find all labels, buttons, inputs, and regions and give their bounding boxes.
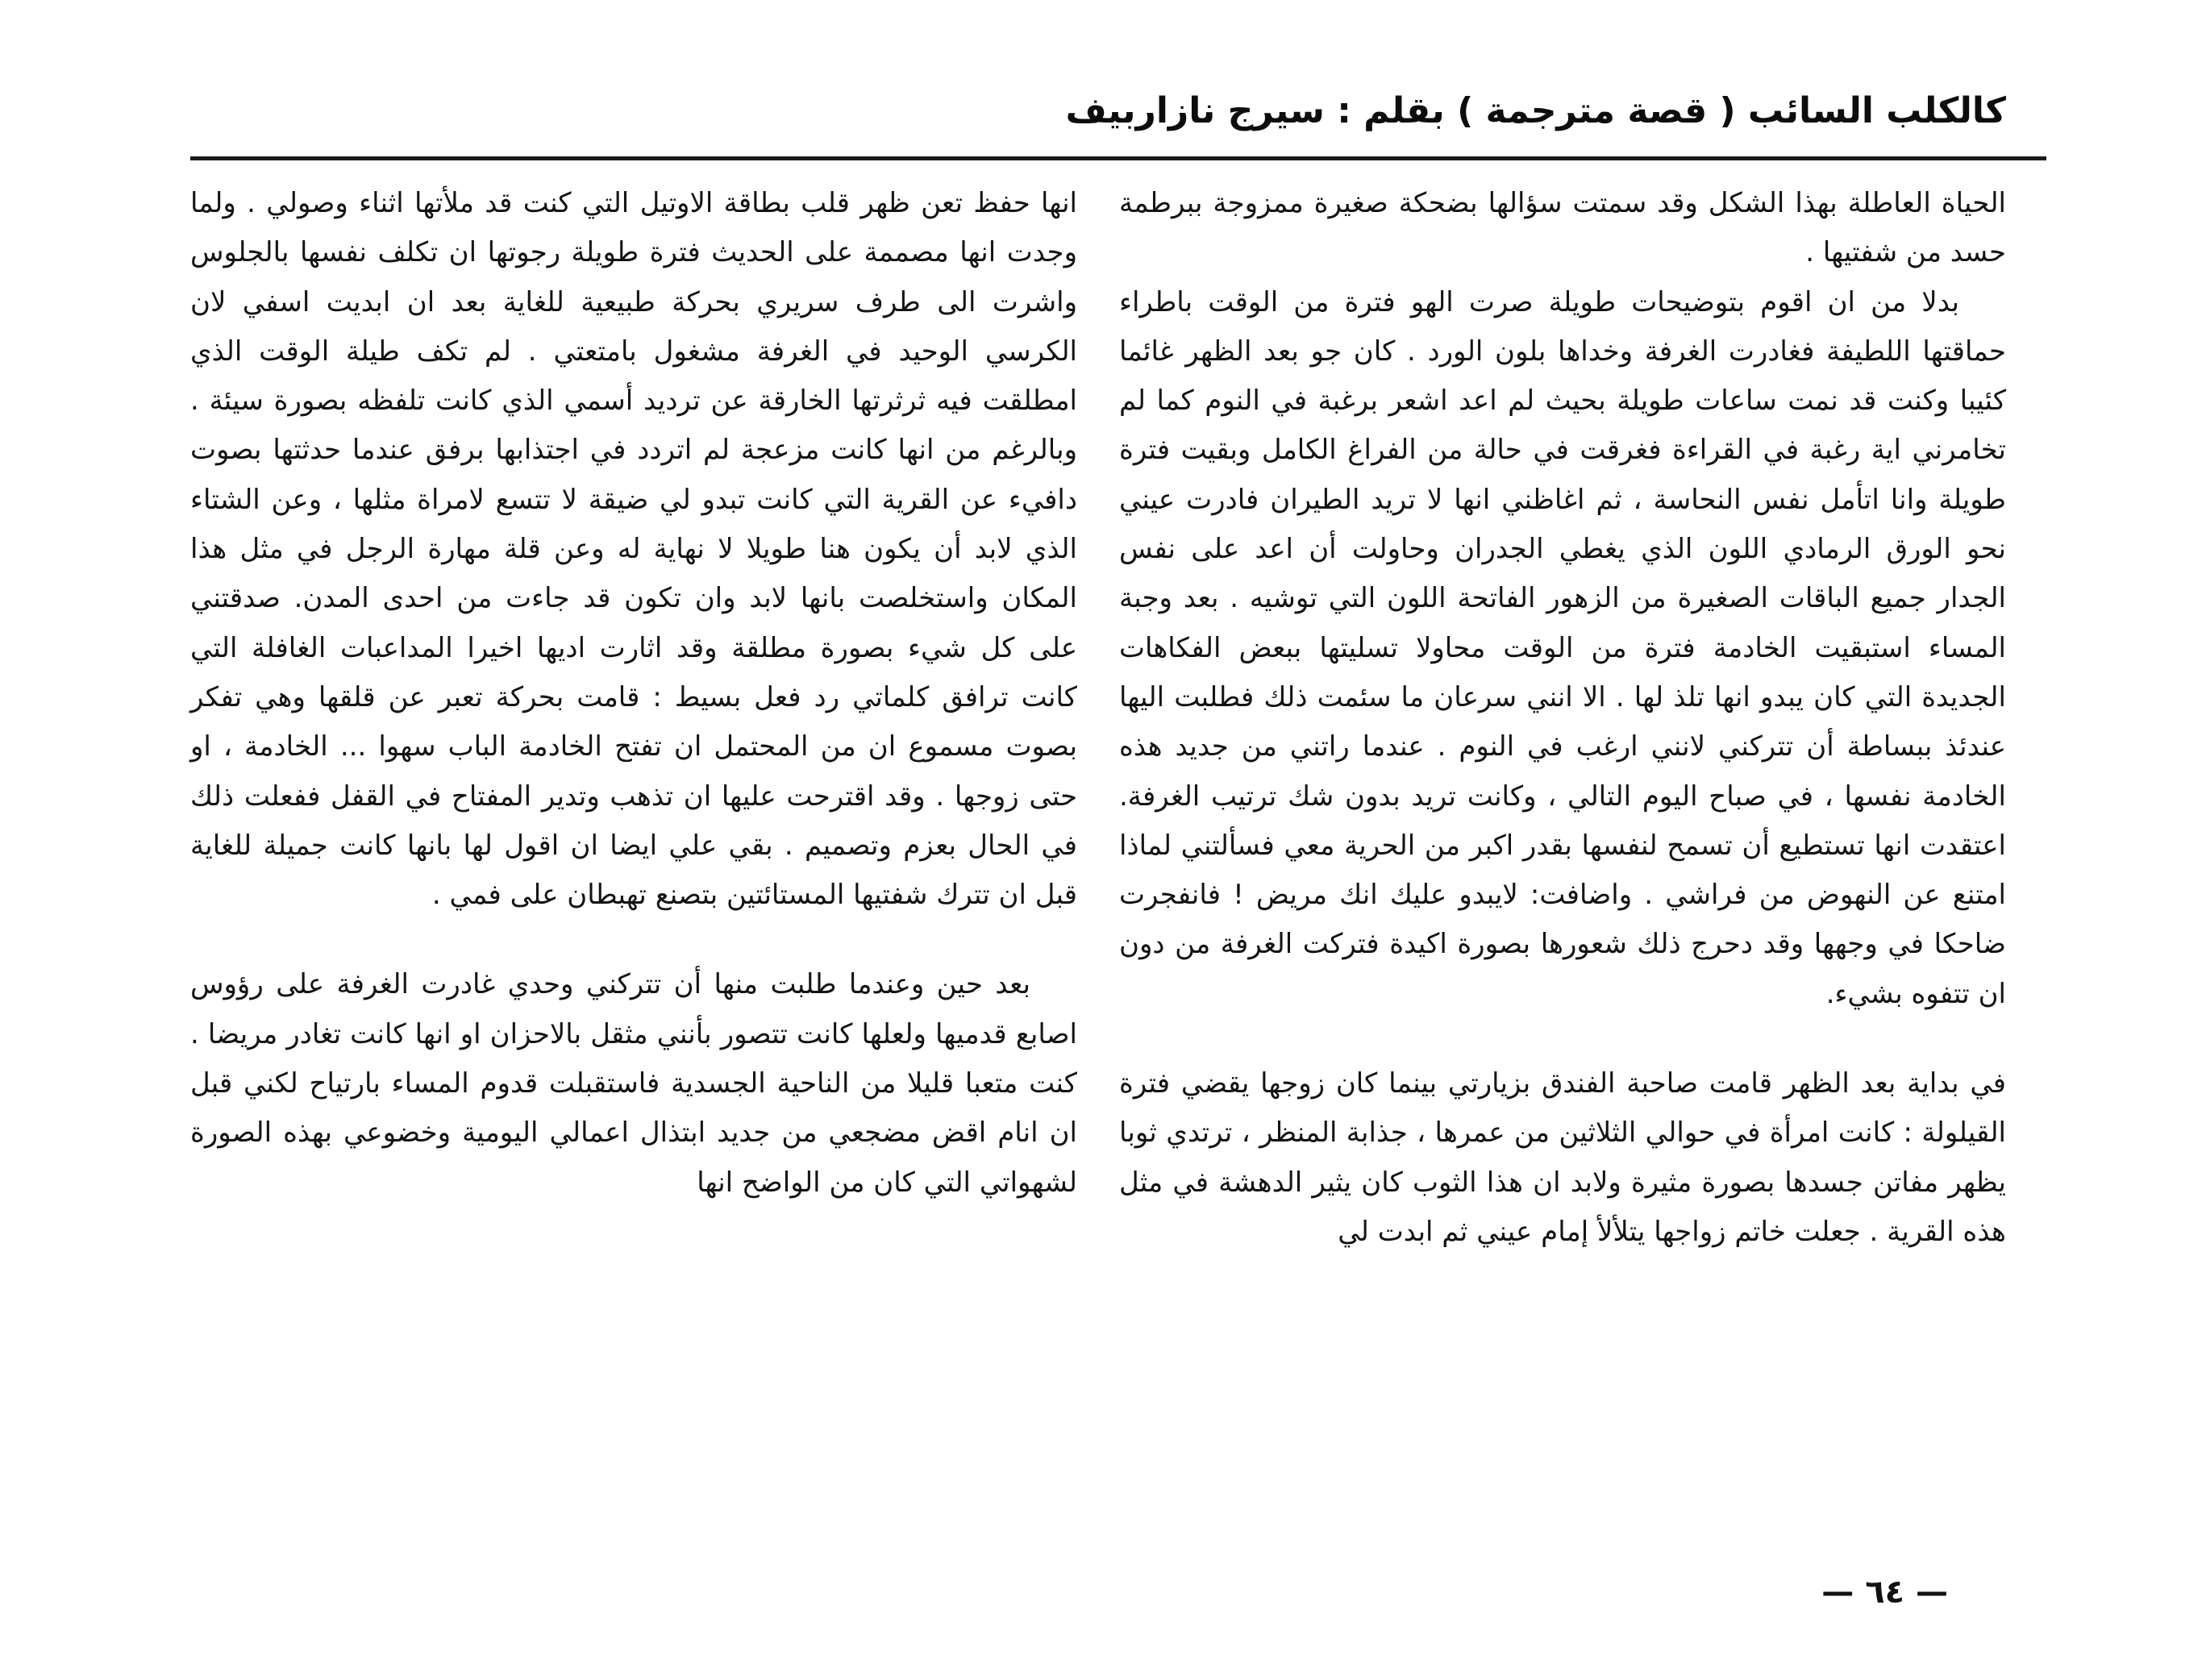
- left-text-column: [190, 179, 1077, 1208]
- page-title: كالكلب السائب ( قصة مترجمة ) بقلم : سيرج نازاربيف: [1065, 90, 2006, 131]
- paragraph-continuation: الحياة العاطلة بهذا الشكل وقد سمتت سؤالها بضحكة صغيرة ممزوجة ببرطمة حسد من شفتيها .: [1119, 187, 2006, 269]
- paragraph-spacer: [1119, 1019, 2006, 1059]
- right-text-column: [1119, 179, 2006, 1257]
- paragraph: في بداية بعد الظهر قامت صاحبة الفندق بزيارتي بينما كان زوجها يقضي فترة القيلولة : كانت امرأة في حوالي الثلاثين من عمرها ، جذابة المنظر ، ترتدي ثوبا يظهر مفاتن جسدها بصورة مثيرة ولابد ان هذا الثوب كان يثير الدهشة في مثل هذه القرية . جعلت خاتم زواجها يتلألأ إمام عيني ثم ابدت لي: [1119, 1067, 2006, 1248]
- page-number: — ٦٤ —: [1821, 1574, 1948, 1611]
- paragraph-continuation: انها حفظ تعن ظهر قلب بطاقة الاوتيل التي كنت قد ملأتها اثناء وصولي . ولما وجدت انها مصممة على الحديث فترة طويلة رجوتها ان تكلف نفسها بالجلوس واشرت الى طرف سريري بحركة طبيعية للغاية بعد ان ابديت اسفي لان الكرسي الوحيد في الغرفة مشغول بامتعتي . لم تكف طيلة الوقت الذي امطلقت فيه ثرثرتها الخارقة عن ترديد أسمي الذي كانت تلفظه بصورة سيئة . وبالرغم من انها كانت مزعجة لم اتردد في اجتذابها برفق عندما حدثتها بصوت دافيء عن القرية التي كانت تبدو لي ضيقة لا تتسع لامراة مثلها ، وعن الشتاء الذي لابد أن يكون هنا طويلا لا نهاية له وعن قلة مهارة الرجل في مثل هذا المكان واستخلصت بانها لابد وان تكون قد جاءت من احدى المدن. صدقتني على كل شيء بصورة مطلقة وقد اثارت اديها اخيرا المداعبات الغافلة التي كانت ترافق كلماتي رد فعل بسيط : قامت بحركة تعبر عن قلقها وهي تفكر بصوت مسموع ان من المحتمل ان تفتح الخادمة الباب سهوا ... الخادمة ، او حتى زوجها . وقد اقترحت عليها ان تذهب وتدير المفتاح في القفل ففعلت ذلك في الحال بعزم وتصميم . بقي علي ايضا ان اقول لها بانها كانت جميلة للغاية قبل ان تترك شفتيها المستائتين بتصنع تهبطان على فمي .: [190, 187, 1077, 912]
- paragraph-spacer: [190, 920, 1077, 960]
- paragraph: بعد حين وعندما طلبت منها أن تتركني وحدي غادرت الغرفة على رؤوس اصابع قدميها ولعلها كانت تتصور بأنني مثقل بالاحزان او انها كانت تغادر مريضا . كنت متعبا قليلا من الناحية الجسدية فاستقبلت قدوم المساء بارتياح لكني قبل ان انام اقض مضجعي من جديد ابتذال اعمالي اليومية وخضوعي بهذه الصورة لشهواتي التي كان من الواضح انها: [190, 968, 1077, 1199]
- header-divider: [190, 156, 2046, 160]
- paragraph: بدلا من ان اقوم بتوضيحات طويلة صرت الهو فترة من الوقت باطراء حماقتها اللطيفة فغادرت الغرفة وخداها بلون الورد . كان جو بعد الظهر غائما كئيبا وكنت قد نمت ساعات طويلة بحيث لم اعد اشعر برغبة في النوم كما لم تخامرني اية رغبة في القراءة فغرقت في حالة من الفراغ الكامل وبقيت فترة طويلة وانا اتأمل نفس النحاسة ، ثم اغاظني انها لا تريد الطيران فادرت عيني نحو الورق الرمادي اللون الذي يغطي الجدران وحاولت أن اعد على نفس الجدار جميع الباقات الصغيرة من الزهور الفاتحة اللون التي توشيه . بعد وجبة المساء استبقيت الخادمة فترة من الوقت محاولا تسليتها ببعض الفكاهات الجديدة التي كان يبدو انها تلذ لها . الا انني سرعان ما سئمت ذلك فطلبت اليها عندئذ ببساطة أن تتركني لانني ارغب في النوم . عندما راتني من جديد هذه الخادمة نفسها ، في صباح اليوم التالي ، وكانت تريد بدون شك ترتيب الغرفة. اعتقدت انها تستطيع أن تسمح لنفسها بقدر اكبر من الحرية معي فسألتني لماذا امتنع عن النهوض من فراشي . واضافت: لايبدو عليك انك مريض ! فانفجرت ضاحكا في وجهها وقد دحرج ذلك شعورها بصورة اكيدة فتركت الغرفة من دون ان تتفوه بشيء.: [1119, 285, 2006, 1010]
